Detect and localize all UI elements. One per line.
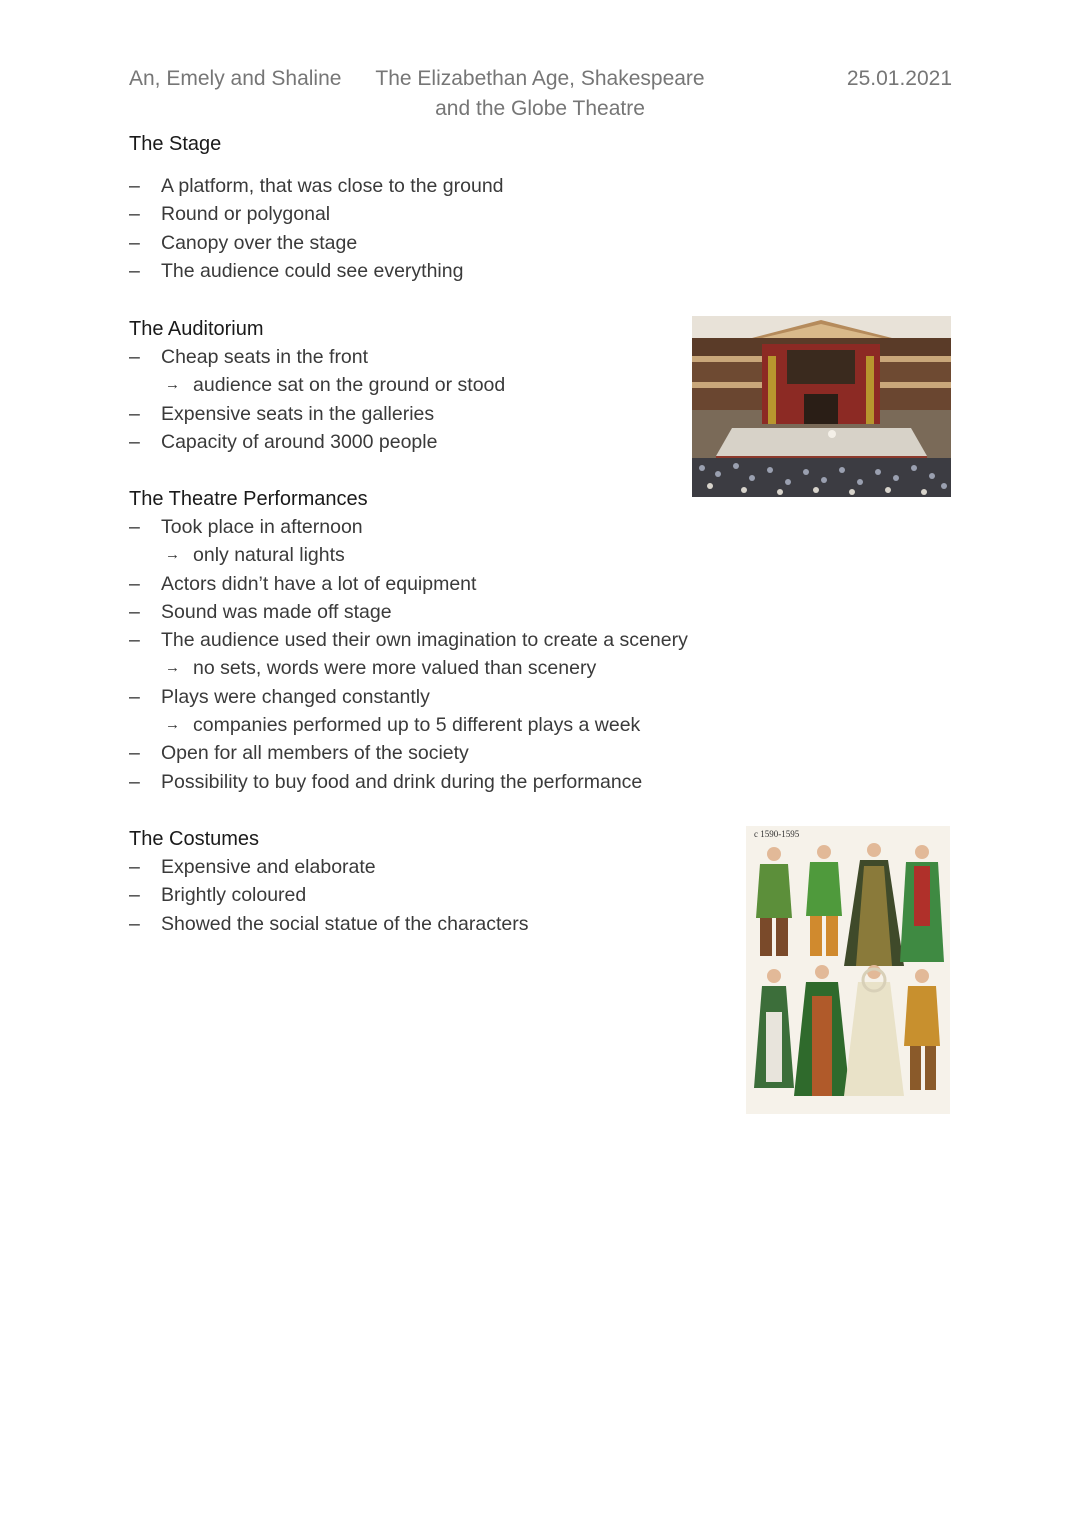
dash-bullet: – xyxy=(129,572,140,595)
bullet-item: – Round or polygonal xyxy=(129,200,689,228)
dash-bullet: – xyxy=(129,912,140,935)
section-performances xyxy=(129,485,689,796)
sub-bullet-item: → only natural lights xyxy=(129,541,689,569)
bullet-item: – Cheap seats in the front xyxy=(129,343,689,371)
section-costumes xyxy=(129,825,689,938)
dash-bullet: – xyxy=(129,346,140,368)
bullet-item: – Canopy over the stage xyxy=(129,229,689,257)
bullet-list xyxy=(129,343,689,456)
section-heading: The Costumes xyxy=(129,828,260,850)
dash-bullet: – xyxy=(129,231,140,254)
bullet-item: – The audience could see everything xyxy=(129,257,689,285)
bullet-item: – Expensive and elaborate xyxy=(129,853,689,881)
bullet-list xyxy=(129,513,689,796)
costume-plate-image xyxy=(746,826,950,1114)
bullet-item: – Capacity of around 3000 people xyxy=(129,428,689,456)
globe-theatre-illustration xyxy=(692,316,951,497)
dash-bullet: – xyxy=(129,685,140,708)
date: 25.01.2021 xyxy=(846,67,952,90)
arrow-right-icon: → xyxy=(165,659,180,677)
bullet-item: – Actors didn’t have a lot of equipment xyxy=(129,570,689,598)
bullet-item: – Possibility to buy food and drink during the performance xyxy=(129,768,689,796)
sub-bullet-item: → no sets, words were more valued than scenery xyxy=(129,654,689,682)
bullet-item: – Brightly coloured xyxy=(129,881,689,909)
bullet-item: – The audience used their own imagination to create a scenery xyxy=(129,626,689,654)
dash-bullet: – xyxy=(129,259,140,282)
dash-bullet: – xyxy=(129,856,140,878)
dash-bullet: – xyxy=(129,600,140,623)
dash-bullet: – xyxy=(129,516,140,538)
dash-bullet: – xyxy=(129,884,140,907)
bullet-item: – Showed the social statue of the characters xyxy=(129,910,689,938)
costume-caption: c 1590-1595 xyxy=(754,829,800,839)
dash-bullet: – xyxy=(129,629,140,652)
arrow-right-icon: → xyxy=(165,716,180,734)
sub-bullet-item: → audience sat on the ground or stood xyxy=(129,371,689,399)
section-auditorium xyxy=(129,315,689,456)
bullet-item: – Open for all members of the society xyxy=(129,739,689,767)
dash-bullet: – xyxy=(129,770,140,793)
authors: An, Emely and Shaline xyxy=(129,67,342,90)
bullet-item: – Sound was made off stage xyxy=(129,598,689,626)
bullet-item: – Expensive seats in the galleries xyxy=(129,400,689,428)
sub-bullet-item: → companies performed up to 5 different plays a week xyxy=(129,711,689,739)
dash-bullet: – xyxy=(129,430,140,453)
bullet-item: – A platform, that was close to the ground xyxy=(129,172,689,200)
section-heading: The Auditorium xyxy=(129,318,264,340)
dash-bullet: – xyxy=(129,175,140,197)
bullet-item: – Plays were changed constantly xyxy=(129,683,689,711)
dash-bullet: – xyxy=(129,742,140,765)
dash-bullet: – xyxy=(129,402,140,425)
dash-bullet: – xyxy=(129,203,140,226)
bullet-item: – Took place in afternoon xyxy=(129,513,689,541)
section-stage xyxy=(129,130,689,285)
arrow-right-icon: → xyxy=(165,546,180,564)
bullet-list xyxy=(129,172,689,285)
section-heading: The Stage xyxy=(129,133,222,155)
title-line-1: The Elizabethan Age, Shakespeare xyxy=(375,67,705,90)
arrow-right-icon: → xyxy=(165,376,180,394)
globe-theatre-photo xyxy=(692,316,951,497)
costume-illustration xyxy=(746,826,950,1114)
bullet-list xyxy=(129,853,689,938)
title-line-2: and the Globe Theatre xyxy=(435,97,645,120)
document-title xyxy=(360,64,720,124)
section-heading: The Theatre Performances xyxy=(129,488,368,510)
